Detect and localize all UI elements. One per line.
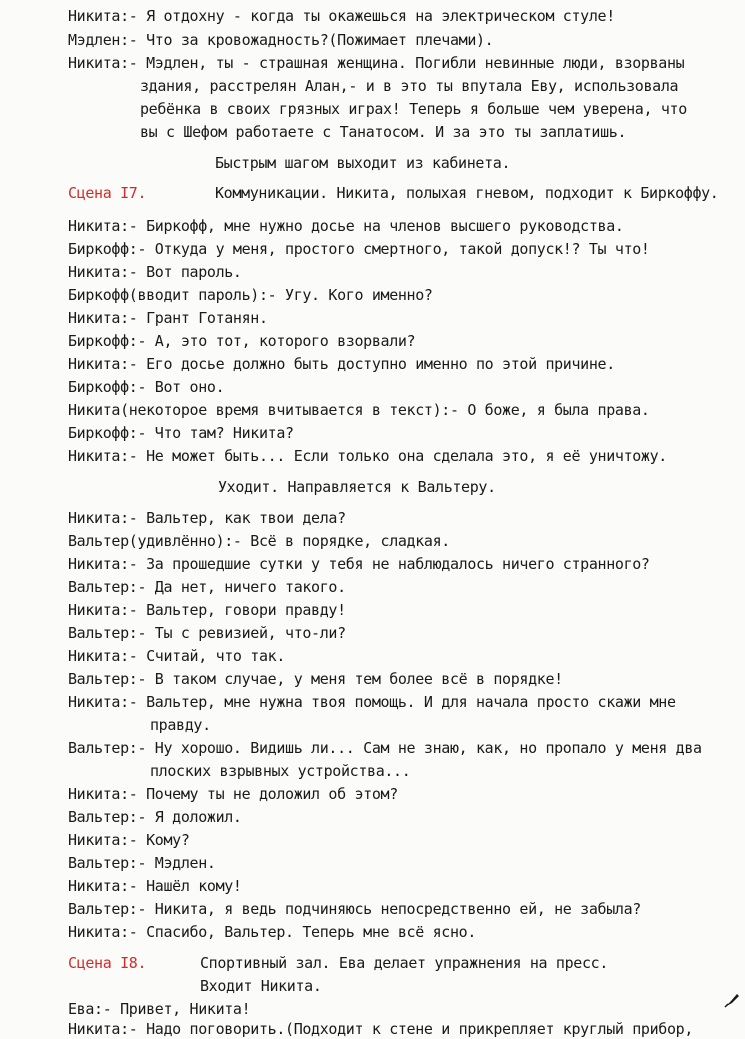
scene-heading-18: Сцена I8. bbox=[68, 954, 147, 972]
stage-direction: Быстрым шагом выходит из кабинета. bbox=[215, 154, 511, 172]
line-continuation: здания, расстрелян Алан,- и в это ты впутала Еву, использовала bbox=[140, 77, 679, 95]
pen-mark-icon bbox=[723, 991, 741, 1009]
line-walter: Вальтер:- В таком случае, у меня тем более всё в порядке! bbox=[68, 670, 563, 688]
line-nikita: Никита:- Вот пароль. bbox=[68, 263, 242, 281]
scene-description: Коммуникации. Никита, полыхая гневом, подходит к Биркоффу. bbox=[215, 184, 719, 202]
line-walter: Вальтер(удивлённо):- Всё в порядке, сладкая. bbox=[68, 532, 450, 550]
line-walter: Вальтер:- Да нет, ничего такого. bbox=[68, 578, 346, 596]
line-nikita: Никита:- Я отдохну - когда ты окажешься на электрическом стуле! bbox=[68, 7, 615, 25]
line-walter: Вальтер:- Я доложил. bbox=[68, 808, 242, 826]
line-birkoff: Биркофф(вводит пароль):- Угу. Кого именно? bbox=[68, 286, 433, 304]
line-nikita: Никита:- Кому? bbox=[68, 831, 190, 849]
line-nikita: Никита:- Вальтер, говори правду! bbox=[68, 601, 346, 619]
line-nikita: Никита:- Спасибо, Вальтер. Теперь мне всё ясно. bbox=[68, 923, 476, 941]
line-walter: Вальтер:- Никита, я ведь подчиняюсь непосредственно ей, не забыла? bbox=[68, 900, 641, 918]
line-nikita: Никита:- Нашёл кому! bbox=[68, 877, 242, 895]
line-continuation: вы с Шефом работаете с Танатосом. И за это ты заплатишь. bbox=[140, 123, 627, 141]
line-continuation: плоских взрывных устройства... bbox=[150, 762, 411, 780]
line-nikita: Никита:- Вальтер, мне нужна твоя помощь. И для начала просто скажи мне bbox=[68, 693, 676, 711]
line-birkoff: Биркофф:- Откуда у меня, простого смертного, такой допуск!? Ты что! bbox=[68, 240, 650, 258]
stage-direction: Уходит. Направляется к Вальтеру. bbox=[218, 478, 496, 496]
scene-description: Спортивный зал. Ева делает упражнения на пресс. bbox=[200, 954, 608, 972]
line-nikita: Никита:- Вальтер, как твои дела? bbox=[68, 509, 346, 527]
line-nikita: Никита:- Грант Готанян. bbox=[68, 309, 268, 327]
line-birkoff: Биркофф:- А, это тот, которого взорвали? bbox=[68, 332, 416, 350]
line-walter: Вальтер:- Ты с ревизией, что-ли? bbox=[68, 624, 346, 642]
line-birkoff: Биркофф:- Что там? Никита? bbox=[68, 424, 294, 442]
line-birkoff: Биркофф:- Вот оно. bbox=[68, 378, 225, 396]
line-nikita: Никита:- Его досье должно быть доступно именно по этой причине. bbox=[68, 355, 615, 373]
line-eva: Ева:- Привет, Никита! bbox=[68, 1000, 251, 1018]
line-nikita: Никита:- За прошедшие сутки у тебя не наблюдалось ничего странного? bbox=[68, 555, 650, 573]
line-nikita: Никита:- Биркофф, мне нужно досье на членов высшего руководства. bbox=[68, 217, 624, 235]
line-nikita: Никита(некоторое время вчитывается в текст):- О боже, я была права. bbox=[68, 401, 650, 419]
line-continuation: правду. bbox=[150, 716, 211, 734]
line-walter: Вальтер:- Мэдлен. bbox=[68, 854, 216, 872]
line-nikita: Никита:- Считай, что так. bbox=[68, 647, 286, 665]
line-madlen: Мэдлен:- Что за кровожадность?(Пожимает плечами). bbox=[68, 31, 494, 49]
scene-heading-17: Сцена I7. bbox=[68, 184, 147, 202]
line-nikita: Никита:- Почему ты не доложил об этом? bbox=[68, 785, 398, 803]
line-nikita: Никита:- Надо поговорить.(Подходит к стене и прикрепляет круглый прибор, bbox=[68, 1020, 694, 1038]
line-nikita: Никита:- Не может быть... Если только она сделала это, я её уничтожу. bbox=[68, 447, 667, 465]
line-walter: Вальтер:- Ну хорошо. Видишь ли... Сам не знаю, как, но пропало у меня два bbox=[68, 739, 702, 757]
line-continuation: ребёнка в своих грязных играх! Теперь я больше чем уверена, что bbox=[140, 100, 687, 118]
stage-direction: Входит Никита. bbox=[200, 977, 322, 995]
line-nikita: Никита:- Мэдлен, ты - страшная женщина. Погибли невинные люди, взорваны bbox=[68, 54, 685, 72]
